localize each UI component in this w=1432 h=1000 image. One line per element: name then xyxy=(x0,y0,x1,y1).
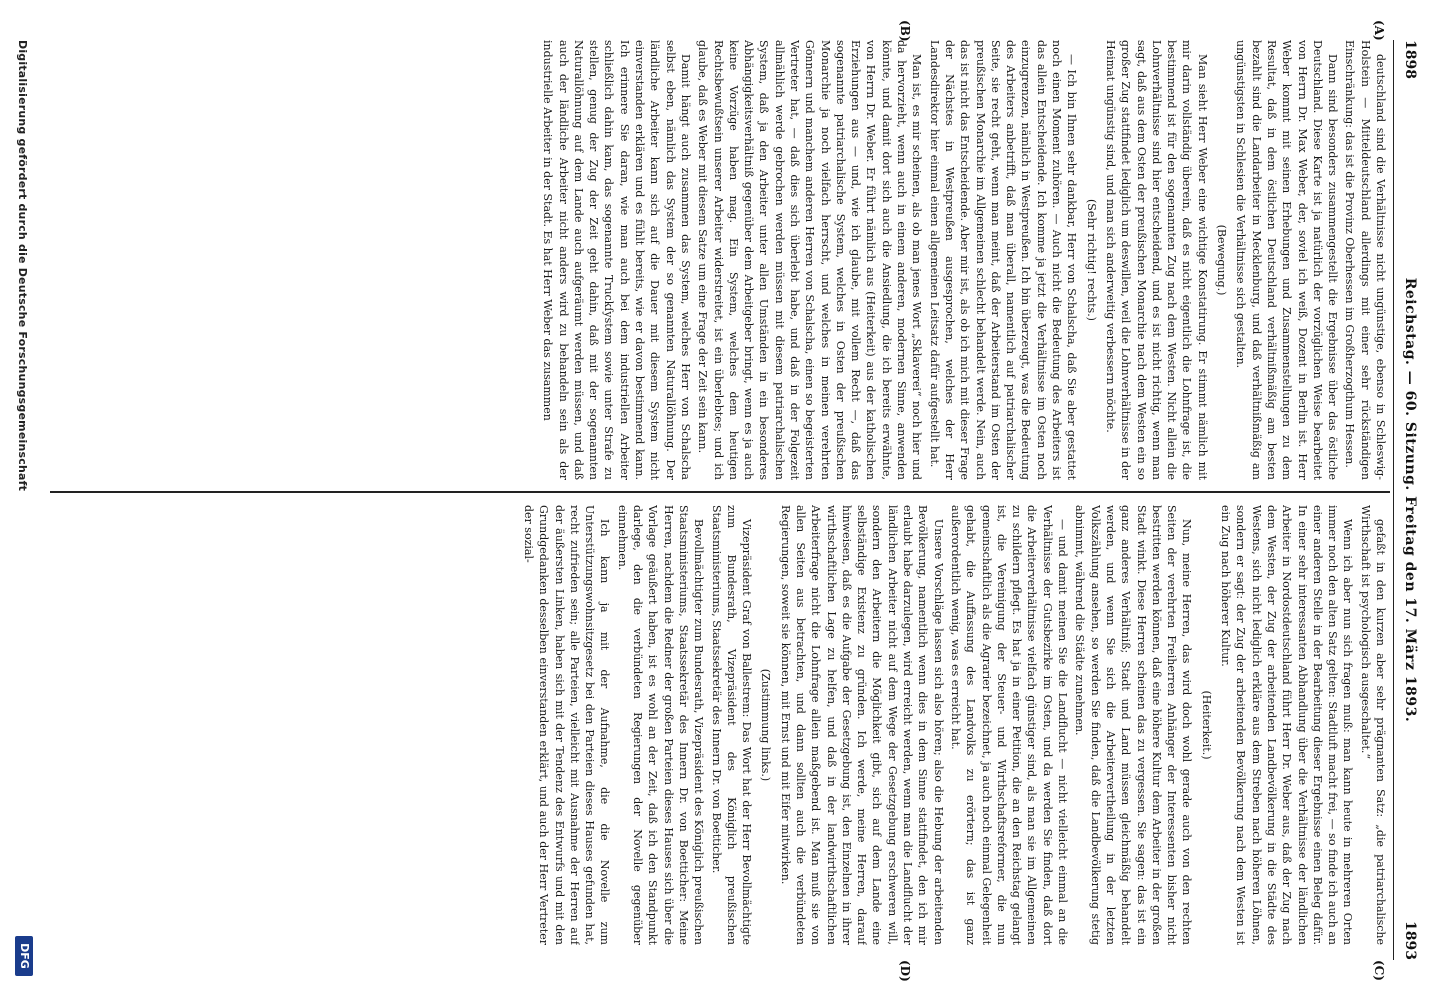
margin-mark-b: (B) xyxy=(898,20,912,42)
speaker-paragraph: Bevollmächtigter zum Bundesrath, Vizepräsident des Königlich preußischen Staatsministeriums, Staatssekretär des Innern Dr. von Boetticher: Meine Herren, nachdem die Redner der großen Parteien dieses Hauses sich über die Vorlage geäußert haben, ist es wohl an der Zeit, daß ich den Standpunkt darlege, den die verbündeten Regierungen der Novelle gegenüber einnehmen. xyxy=(615,505,706,945)
paragraph: gefaßt in den kurzen aber sehr prägnanten Satz: „die patriarchalische Wirthschaft ist psychologisch ausgeschaltet.“ xyxy=(1358,505,1387,945)
margin-mark-a: (A) xyxy=(1372,20,1386,41)
margin-mark-d: (D) xyxy=(898,960,912,982)
column-divider xyxy=(50,491,1390,493)
paragraph: Dann sind besonders zusammengestellt die Ergebnisse über das östliche Deutschland. Diese Karte ist ja natürlich der vorzüglichen Weise bearbeitet von Herrn Dr. Max Weber, der, soviel ich weiß, Dozent in Berlin ist. Herr Weber kommt mit seinen Erhebungen und Zusammenstellungen zu dem Resultat, daß in dem östlichen Deutschland verhältnißmäßig am besten bezahlt sind die Landarbeiter in Mecklenburg, und daß verhältnißmäßig am ungünstigsten in Schlesien die Verhältnisse sich gestalten. xyxy=(1234,40,1340,480)
paragraph: Ich kann ja mit der Aufnahme, die die Novelle zum Unterstützungswohnsitzgesetz bei den Parteien dieses Hauses gefunden hat, recht zufrieden sein; alle Parteien, vielleicht mit Ausnahme der Herren auf der äußersten Linken, haben sich mit der Tendenz des Entwurfs und mit den Grundgedanken desselben einverstanden erklärt, und auch der Herr Vertreter der sozial- xyxy=(521,505,612,945)
paragraph: Unsere Vorschläge lassen sich also hören; also die Hebung der arbeitenden Bevölkerung, namentlich wenn dies in dem Sinne stattfindet, den ich mir erlaubt habe darzulegen, wird erreicht werden, wenn man die Landflucht der ländlichen Arbeiter nicht auf dem Wege der Gesetzgebung erschweren will, sondern den Arbeitern die Möglichkeit gibt, sich auf dem Lande eine selbständige Existenz zu gründen. Ich werde, meine Herren, darauf hinweisen, daß es die Aufgabe der Gesetzgebung ist, den Einzelnen in ihrer wirthschaftlichen Lage zu helfen, und daß in der landwirthschaftlichen Arbeiterfrage nicht die Lohnfrage allein maßgebend ist. Man muß sie von allen Seiten aus betrachten, und dann sollten auch die verbündeten Regierungen, soweit sie können, mit Ernst und mit Eifer mitwirken. xyxy=(778,505,945,945)
paragraph: deutschland sind die Verhältnisse nicht ungünstige, ebenso in Schleswig-Holstein — Mitteldeutschland allerdings mit einer sehr rückständigen Einschränkung: das ist die Provinz Oberhessen im Großherzogthum Hessen. xyxy=(1343,40,1387,480)
interjection: (Bewegung.) xyxy=(1215,224,1229,296)
interjection: (Sehr richtig! rechts.) xyxy=(1084,199,1098,321)
paragraph: — und damit meinen Sie die Landflucht — nicht vielleicht einmal an die Verhältnisse der Gutsbezirke im Osten, und da werden Sie finden, daß dort die Arbeiterverhältnisse vielfach günstiger sind, als man sie im Allgemeinen zu schildern pflegt. Es hat ja in einer Petition, die an den Reichstag gelangt ist, die Vereinigung der Steuer- und Wirthschaftsreformer, die nun gemeinschaftlich als die Agrarier bezeichnet, ja auch noch einmal Gelegenheit gehabt, die Auffassung des Landvolks zu erörtern; das ist ganz außerordentlich wenig, was es erreicht hat. xyxy=(948,505,1070,945)
paragraph: Wenn ich aber nun sich fragen muß: man kann heute in mehreren Orten immer noch den alten Satz gelten: Stadtluft macht frei, — so finde ich auch an einer anderen Stelle in der Bearbeitung dieser Ergebnisse einen Beleg dafür. In einer sehr interessanten Abhandlung über die Verhältnisse der ländlichen Arbeiter in Nordostdeutschland führt Herr Dr. Weber aus, daß der Zug nach dem Westen, der Zug der arbeitenden Landbevölkerung in die Städte des Westens, sich nicht lediglich erkläre aus dem Streben nach höheren Löhnen, sondern er sagt: der Zug der arbeitenden Bevölkerung nach dem Westen ist ein Zug nach höherer Kultur. xyxy=(1219,505,1355,945)
interjection: (Heiterkeit.) xyxy=(1199,690,1213,760)
margin-mark-c: (C) xyxy=(1372,960,1386,981)
interjection: (Zustimmung links.) xyxy=(759,668,773,782)
paragraph: Damit hängt auch zusammen das System, welches Herr von Schalscha selbst eben, nämlich das System der so genannten Naturallöhnung. Der ländliche Arbeiter kann sich auf die Dauer mit diesem System nicht einverstanden erklären und es fühlt bereits, wie er davon bestimmend kann. Ich erinnere Sie daran, wie man auch bei dem industriellen Arbeiter schließlich dahin kam, das sogenannte Truckſystem sowie unter Strafe zu stellen, genug der Zug der Zeit geht dahin, daß mit der sogenannten Naturallöhnung auf dem Lande auch aufgeräumt werden müssen, und daß auch der ländliche Arbeiter nicht anders wird zu behandeln sein als der industrielle Arbeiter in der Stadt. Es hat Herr Weber das zusammen xyxy=(541,40,692,480)
dfg-logo: DFG xyxy=(15,936,33,976)
paragraph: Nun, meine Herren, das wird doch wohl gerade auch von den rechten Seiten der verehrten Freiherren Anhänger der Interessenten bisher nicht bestritten werden können, daß eine höhere Kultur dem Arbeiter in der großen Stadt winkt. Diese Herren scheinen das zu vergessen. Sie sagen: das ist ein ganz anderes Verhältniß; Stadt und Land müssen gleichmäßig behandelt werden, und wenn Sie sich die Arbeitervertheilung in der letzten Volkszählung ansehen, so werden Sie finden, daß die Landbevölkerung stetig abnimmt, während die Städte zunehmen. xyxy=(1073,505,1194,945)
digitization-note: Digitalisierung gefördert durch die Deutsche Forschungsgemeinschaft xyxy=(16,40,29,492)
right-text-column xyxy=(53,505,1388,945)
page-header xyxy=(1393,40,1424,960)
speaker-paragraph: Vizepräsident Graf von Ballestrem: Das Wort hat der Herr Bevollmächtigte zum Bundesrath, Vizepräsident des Königlich preußischen Staatsministeriums, Staatssekretär des Innern Dr. von Boetticher. xyxy=(709,505,754,945)
paragraph: Man ist, es mir scheinen, als ob man jenes Wort „Sklaverei“ noch hier und da hervorzieht, wenn auch in einem anderen, modernen Sinne, anwenden könnte, und damit dort sich auch die Ansiedlung, die ich bereits erwähnte, von Herrn Dr. Weber. Er führt nämlich aus (Heiterkeit) aus der katholischen Erziehungen aus — und, wie ich glaube, mit vollem Recht —, daß das sogenannte patriarchalische System, welches in Osten der preußischen Monarchie ja noch vielfach herrscht, und welches in meinen verehrten Gönnern und manchem anderen Herren von Schalscha, einen so begeisterten Vertreter hat, — daß dies sich überlebt habe, und daß in der Folgezeit allmählich werde gebrochen werden müssen mit diesem patriarchalischen System, daß ja den Arbeiter unter allen Umständen in ein besonderes Abhängigkeitsverhältniß gegenüber dem Arbeitgeber bringt, wenn es ja auch keine Vorzüge haben mag. Ein System, welches dem heutigen Rechtsbewußtsein unserer Arbeiter widerstreitet, ist ein überlebtes; und ich glaube, daß es Weber mit diesem Satze um eine Frage der Zeit sein kann. xyxy=(696,40,924,480)
page-title: Reichstag. — 60. Sitzung. Freitag den 17. März 1893. xyxy=(1402,277,1418,723)
digitization-footer xyxy=(7,0,37,1000)
right-page-number: 1893 xyxy=(1402,921,1418,960)
paragraph: — Ich bin Ihnen sehr dankbar, Herr von Schalscha, daß Sie aber gestattet noch einen Moment zuhören. — Auch nicht die Bedeutung des Arbeiters ist das allein Entscheidende. Ich komme ja jetzt die Verhältnisse im Osten noch einzugrenzen, nämlich in Westpreußen. Ich bin überzeugt, was die Bedeutung des Arbeiters anbetrifft, daß man überall, namentlich auf patriarchalischer Seite, sie recht geht, wenn man meint, daß der Arbeiterstand im Osten der preußischen Monarchie im Allgemeinen schlecht behandelt werde. Nein, auch das ist nicht das Entscheidende. Aber mir ist, als ob ich mich mit dieser Frage der Nächstes in Westpreußen ausgesprochen, welches der Herr Landesdirektor hier einmal einen allgemeinen Leitsatz dafür aufgestellt hat. xyxy=(927,40,1079,480)
left-page-number: 1898 xyxy=(1402,40,1418,79)
left-text-column xyxy=(53,40,1388,480)
paragraph: Man sieht Herr Weber eine wichtige Konstatirung. Er stimmt nämlich mit mir darin vollständig überein, daß es nicht eigentlich die Lohnfrage ist, die bestimmend ist für den sogenannten Zug nach dem Westen. Nicht allein die Lohnverhältnisse sind hier entscheidend, und es ist nicht richtig, wenn man sagt, daß aus dem Osten der preußischen Monarchie nach dem Westen ein so großer Zug stattfindet lediglich um deswillen, weil die Lohnverhältnisse in der Heimat ungünstig sind, und man sich anderweitig verbessern möchte. xyxy=(1103,40,1209,480)
